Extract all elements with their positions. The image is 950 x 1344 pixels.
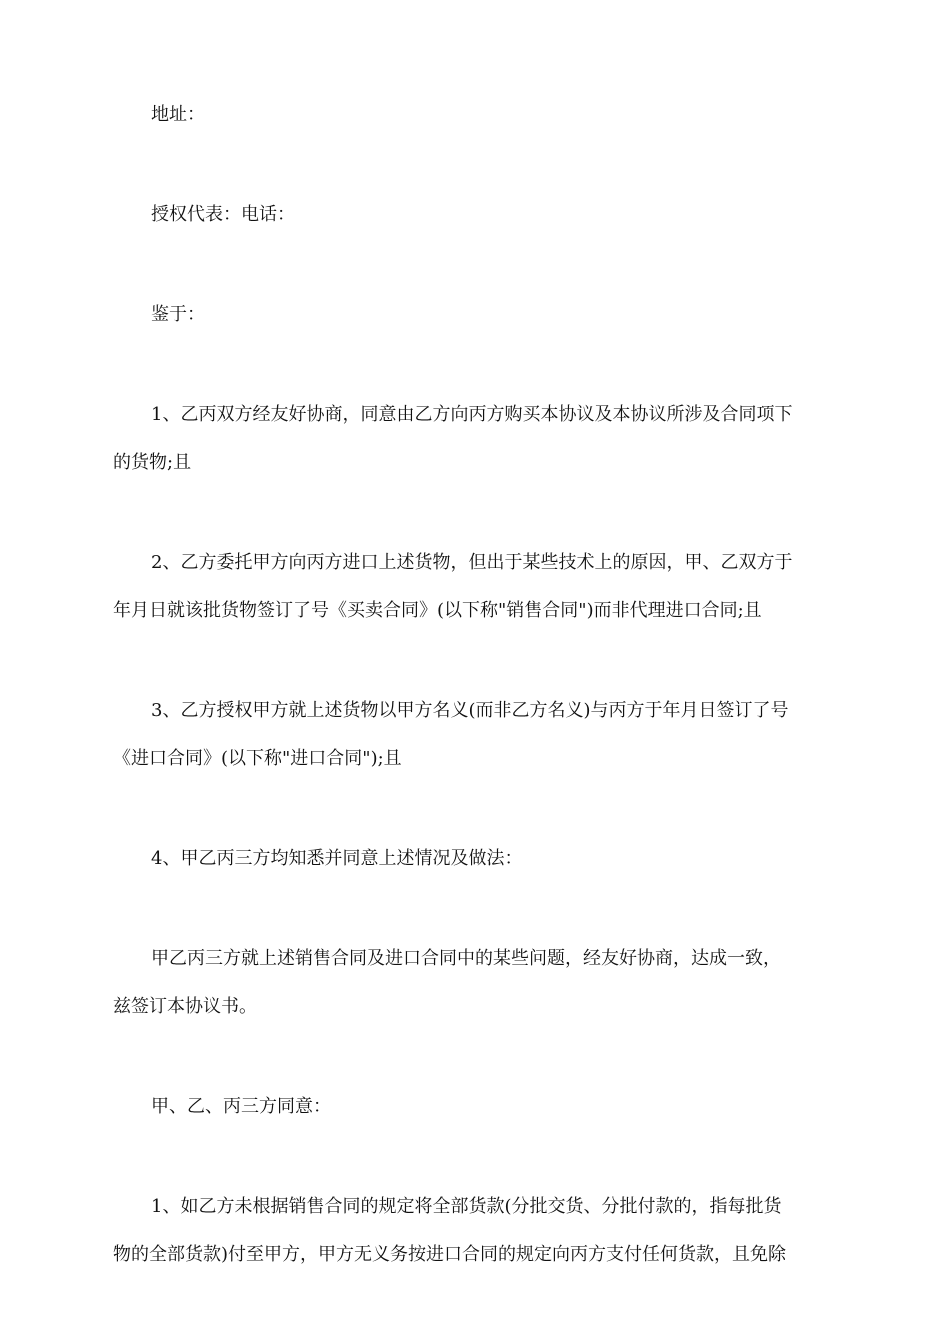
text-line: 物的全部货款)付至甲方，甲方无义务按进口合同的规定向丙方支付任何货款，且免除 — [113, 1244, 787, 1265]
text-line: 《进口合同》(以下称"进口合同");且 — [113, 748, 402, 769]
whereas-clause-2 — [113, 539, 835, 635]
text-line: 1、如乙方未根据销售合同的规定将全部货款(分批交货、分批付款的，指每批货 — [151, 1196, 782, 1217]
text-line: 3、乙方授权甲方就上述货物以甲方名义(而非乙方名义)与丙方于年月日签订了号 — [151, 700, 789, 721]
text-line: 2、乙方委托甲方向丙方进口上述货物，但出于某些技术上的原因，甲、乙双方于 — [151, 552, 793, 573]
address-line — [113, 91, 835, 139]
text-line: 授权代表：电话： — [151, 204, 295, 225]
agreement-clause-1 — [113, 1183, 835, 1279]
parties-agree-heading — [113, 1083, 835, 1131]
text-line: 4、甲乙丙三方均知悉并同意上述情况及做法： — [151, 848, 523, 869]
text-line: 的货物;且 — [113, 452, 192, 473]
whereas-clause-1 — [113, 391, 835, 487]
text-line: 兹签订本协议书。 — [113, 996, 257, 1017]
whereas-clause-3 — [113, 687, 835, 783]
text-line: 年月日就该批货物签订了号《买卖合同》(以下称"销售合同")而非代理进口合同;且 — [113, 600, 762, 621]
agreement-intro — [113, 935, 835, 1031]
text-line: 1、乙丙双方经友好协商，同意由乙方向丙方购买本协议及本协议所涉及合同项下 — [151, 404, 793, 425]
text-line: 甲、乙、丙三方同意： — [151, 1096, 331, 1117]
whereas-clause-4 — [113, 835, 835, 883]
text-line: 鉴于： — [151, 304, 205, 325]
representative-phone-line — [113, 191, 835, 239]
text-line: 地址： — [151, 104, 205, 125]
whereas-heading — [113, 291, 835, 339]
text-line: 甲乙丙三方就上述销售合同及进口合同中的某些问题，经友好协商，达成一致， — [151, 948, 781, 969]
